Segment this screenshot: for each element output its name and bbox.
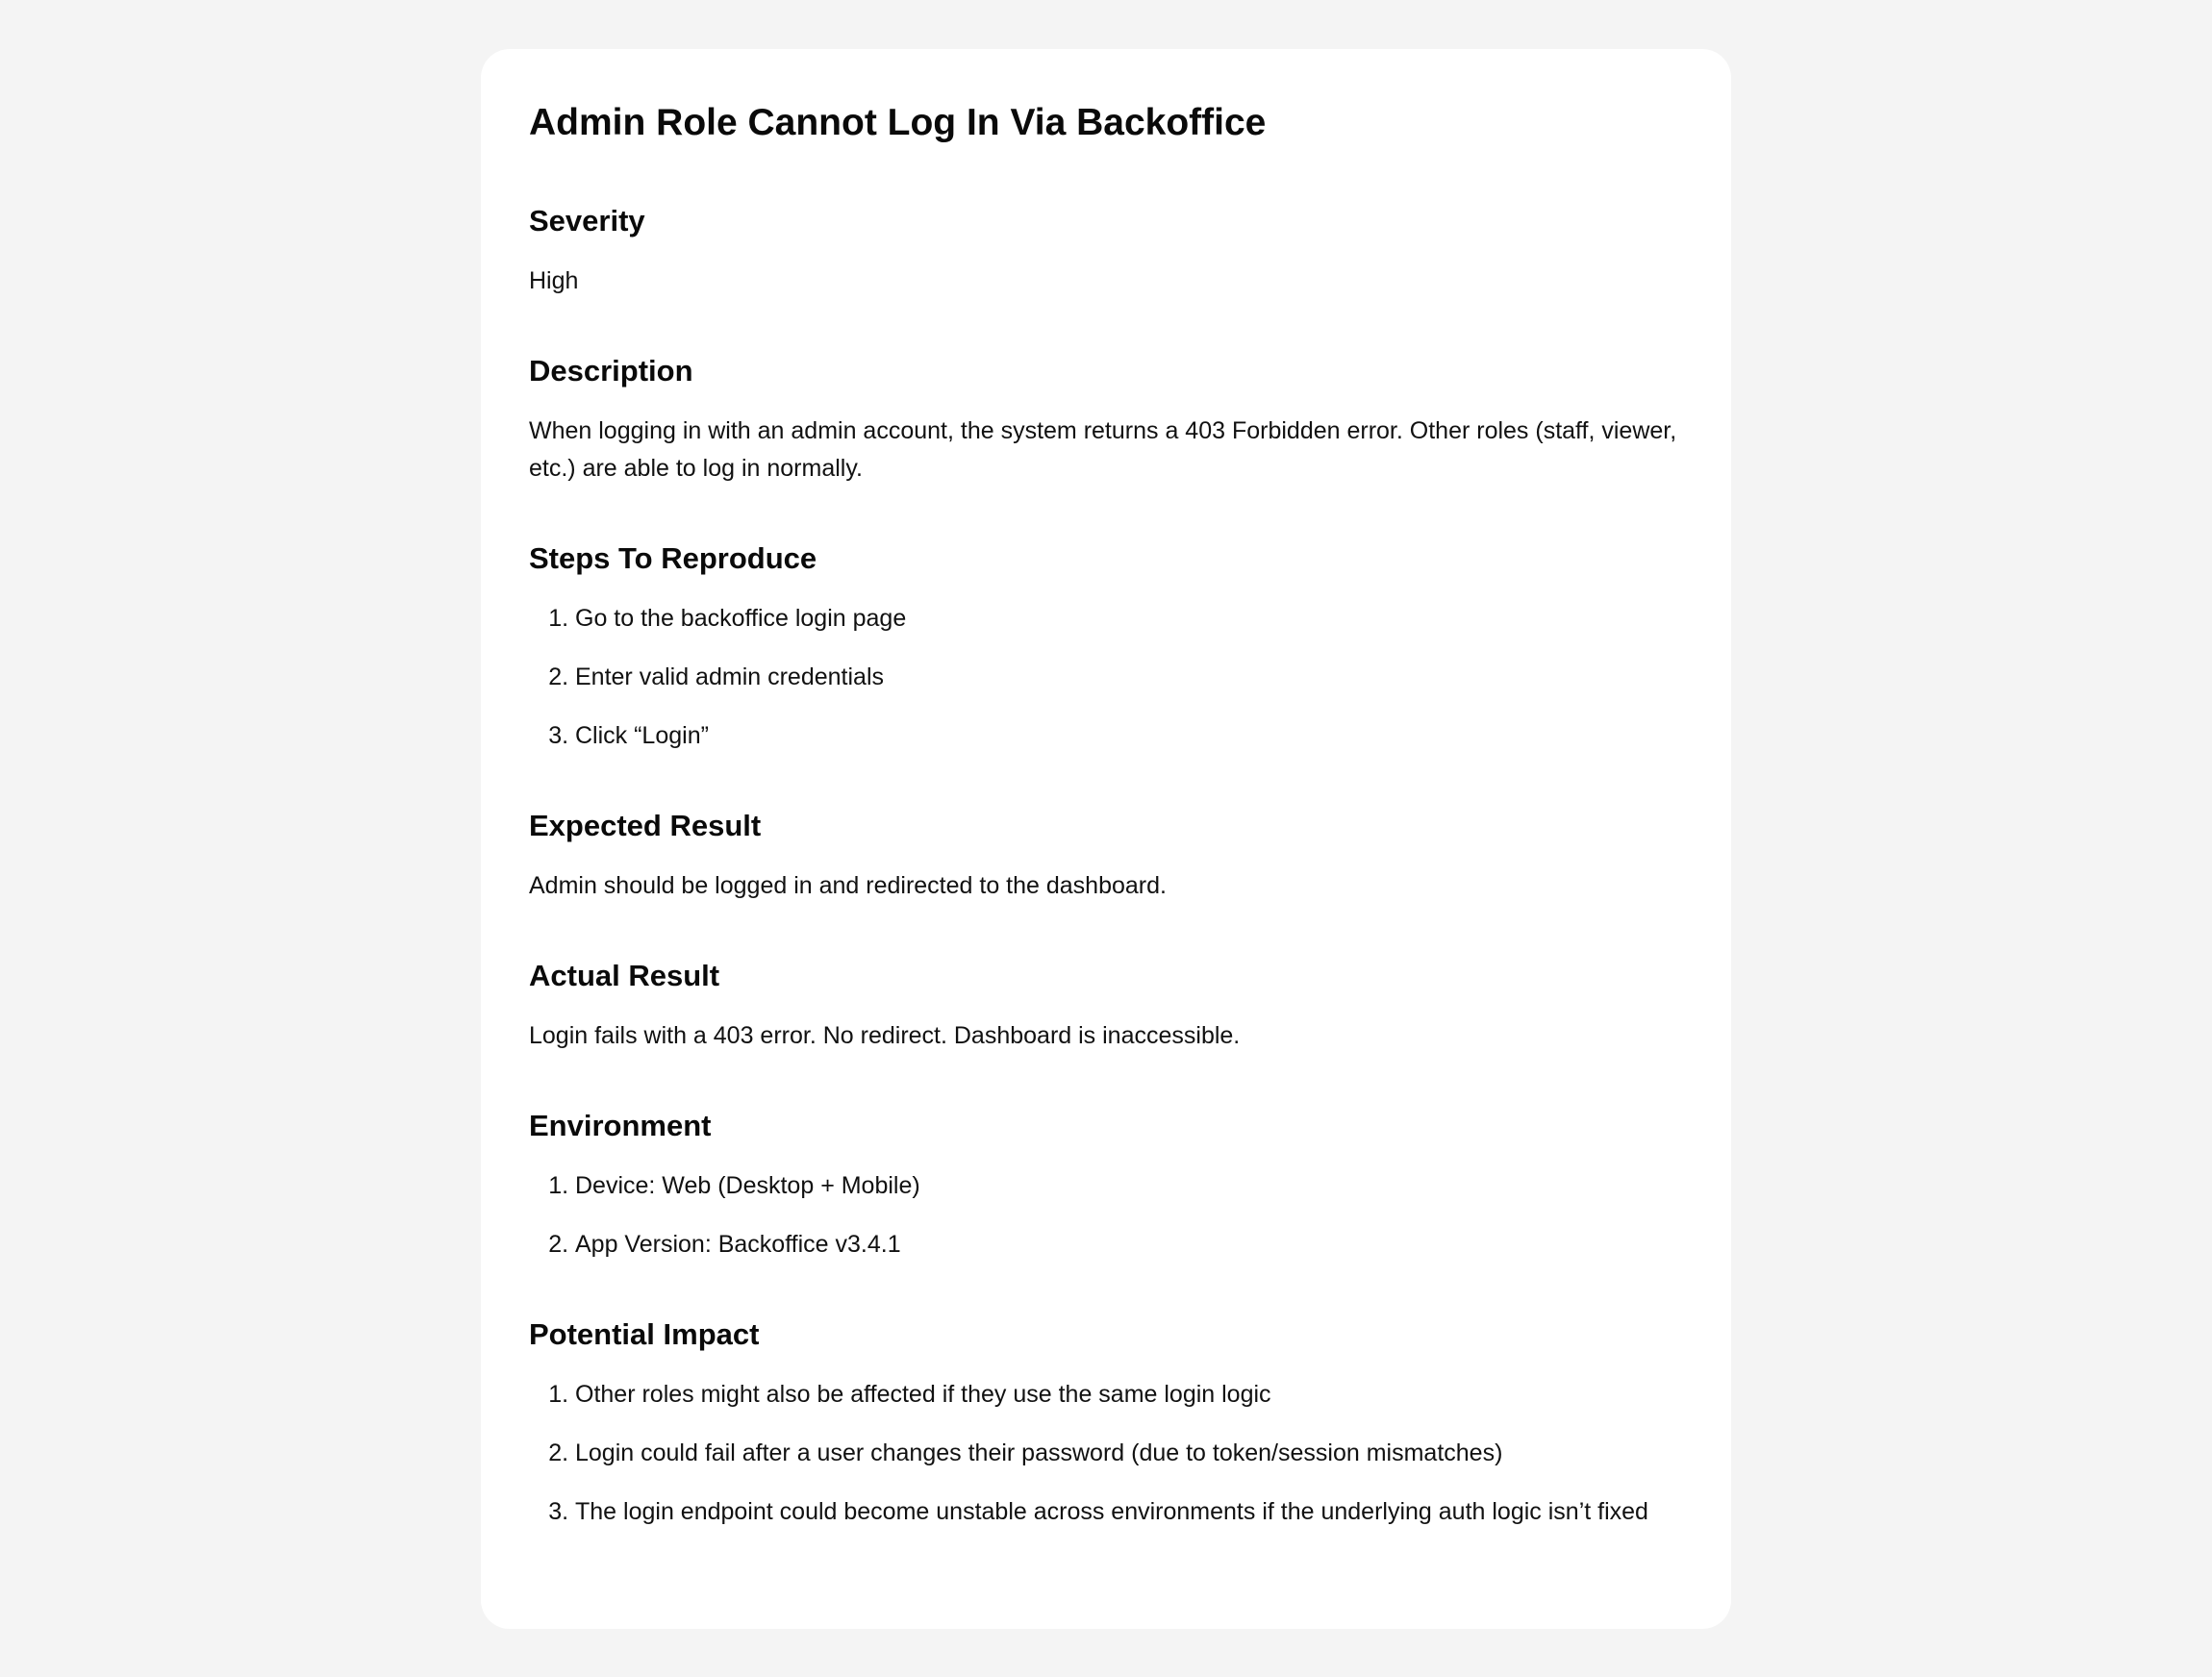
expected-heading: Expected Result <box>529 809 762 842</box>
environment-item: 1. Device: Web (Desktop + Mobile) <box>575 1167 1683 1205</box>
report-title: Admin Role Cannot Log In Via Backoffice <box>529 102 1267 143</box>
description-heading: Description <box>529 354 693 388</box>
description-text: When logging in with an admin account, the system returns a 403 Forbidden error. Other roles (staff, viewer, etc.) are able to log in normally. <box>529 417 1677 482</box>
actual-text: Login fails with a 403 error. No redirect. Dashboard is inaccessible. <box>529 1022 1241 1049</box>
environment-item: 2. App Version: Backoffice v3.4.1 <box>575 1226 1683 1264</box>
steps-list <box>529 600 1683 755</box>
steps-heading: Steps To Reproduce <box>529 541 817 575</box>
actual-heading: Actual Result <box>529 959 720 992</box>
step-item: 1. Go to the backoffice login page <box>575 600 1683 638</box>
impact-item: 1. Other roles might also be affected if they use the same login logic <box>575 1376 1683 1414</box>
expected-text: Admin should be logged in and redirected to the dashboard. <box>529 872 1167 899</box>
impact-heading: Potential Impact <box>529 1317 760 1351</box>
impact-item: 3. The login endpoint could become unstable across environments if the underlying auth logic isn’t fixed <box>575 1493 1683 1531</box>
impact-item: 2. Login could fail after a user changes their password (due to token/session mismatches) <box>575 1435 1683 1472</box>
step-item: 3. Click “Login” <box>575 717 1683 755</box>
impact-list <box>529 1376 1683 1531</box>
environment-list <box>529 1167 1683 1264</box>
environment-heading: Environment <box>529 1109 712 1142</box>
severity-heading: Severity <box>529 204 645 238</box>
step-item: 2. Enter valid admin credentials <box>575 659 1683 696</box>
bug-report-card <box>481 49 1731 1629</box>
severity-value: High <box>529 267 579 294</box>
